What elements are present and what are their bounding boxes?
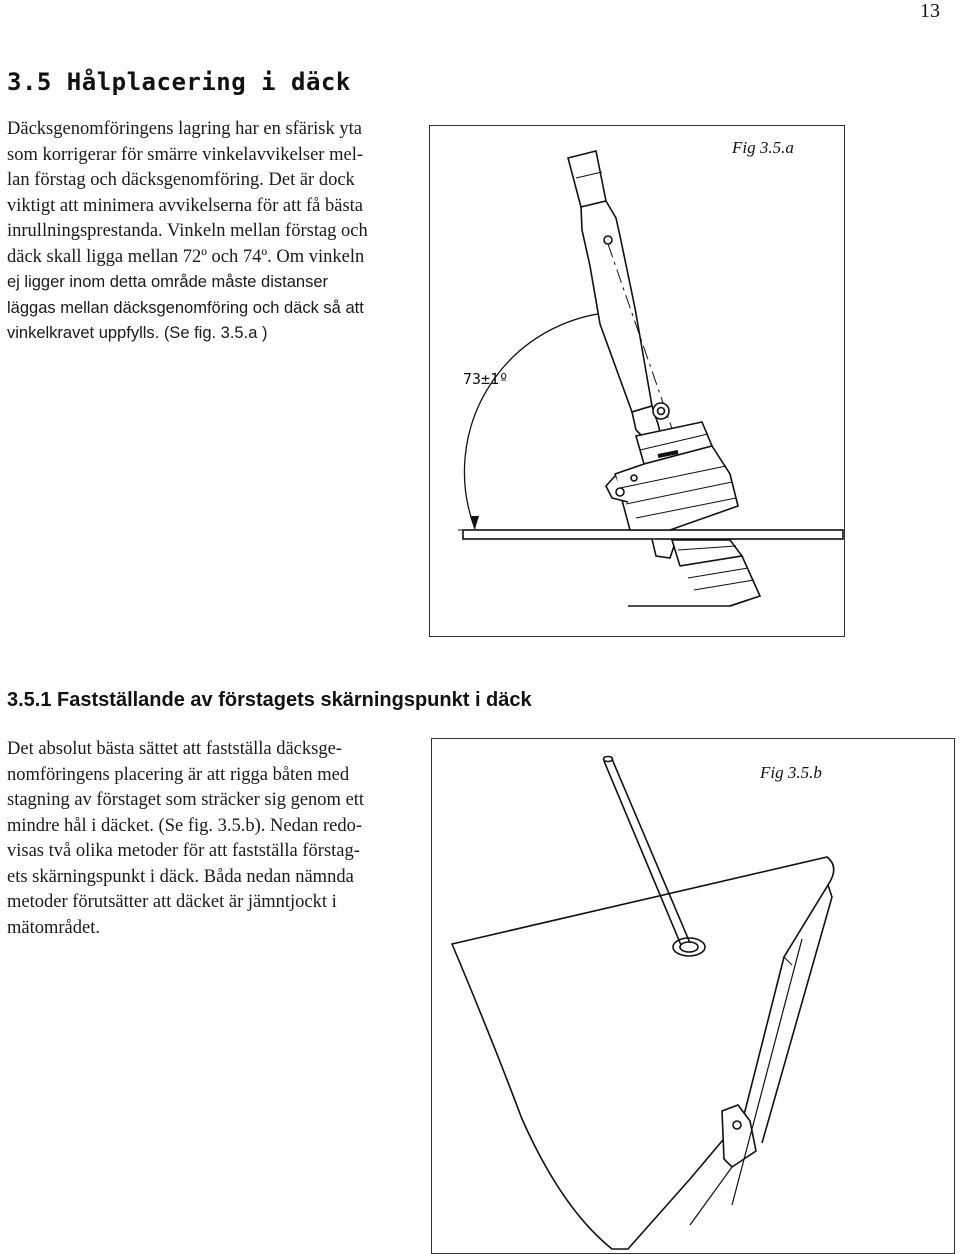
deck-section (452, 857, 834, 1249)
paragraph-line: inrullningsprestanda. Vinkeln mellan förstag och (7, 221, 368, 241)
figure-3-5-b (431, 738, 955, 1254)
paragraph-line: som korrigerar för smärre vinkelavvikelser mel- (7, 144, 363, 165)
paragraph-line: mätområdet. (7, 917, 100, 938)
subsection-title: 3.5.1 Fastställande av förstagets skärningspunkt i däck (7, 689, 532, 711)
section-paragraph (7, 117, 422, 347)
paragraph-line: ets skärningspunkt i däck. Båda nedan nämnda (7, 866, 354, 887)
paragraph-line: mindre hål i däcket. (Se fig. 3.5.b). Nedan redo- (7, 815, 362, 836)
paragraph-line: metoder förutsätter att däcket är jämntjockt i (7, 892, 337, 912)
tube-pin (604, 236, 612, 244)
hinge-bracket (722, 1105, 756, 1167)
paragraph-line: däck skall ligga mellan 72º och 74º. Om vinkeln (7, 246, 365, 267)
paragraph-line: lan förstag och däcksgenomföring. Det är dock (7, 170, 355, 190)
figure-3-5-a (429, 125, 845, 637)
paragraph-line: vinkelkravet uppfylls. (Se fig. 3.5.a ) (7, 324, 268, 342)
deck-plate (463, 530, 843, 539)
forestay-top (568, 151, 606, 207)
subsection-paragraph (7, 737, 427, 941)
paragraph-line: Det absolut bästa sättet att fastställa däcksge- (7, 739, 342, 759)
page-number: 13 (920, 0, 940, 22)
figure-caption: Fig 3.5.a (732, 138, 794, 157)
foil-tube (581, 201, 652, 412)
paragraph-line: Däcksgenomföringens lagring har en sfärisk yta (7, 119, 362, 139)
paragraph-line: nomföringens placering är att rigga båten med (7, 764, 350, 785)
paragraph-line: viktigt att minimera avvikelserna för att få bästa (7, 195, 363, 216)
deck-hole-drawing (432, 739, 954, 1253)
paragraph-line: ej ligger inom detta område måste distanser (7, 273, 328, 291)
figure-caption: Fig 3.5.b (760, 763, 822, 782)
angle-label: 73±1º (463, 370, 509, 388)
paragraph-line: läggas mellan däcksgenomföring och däck så att (7, 298, 364, 317)
drum-body (615, 446, 738, 530)
section-title: 3.5 Hålplacering i däck (7, 68, 351, 96)
paragraph-line: visas två olika metoder för att fastställa förstag- (7, 841, 360, 861)
paragraph-line: stagning av förstaget som sträcker sig genom ett (7, 790, 365, 810)
